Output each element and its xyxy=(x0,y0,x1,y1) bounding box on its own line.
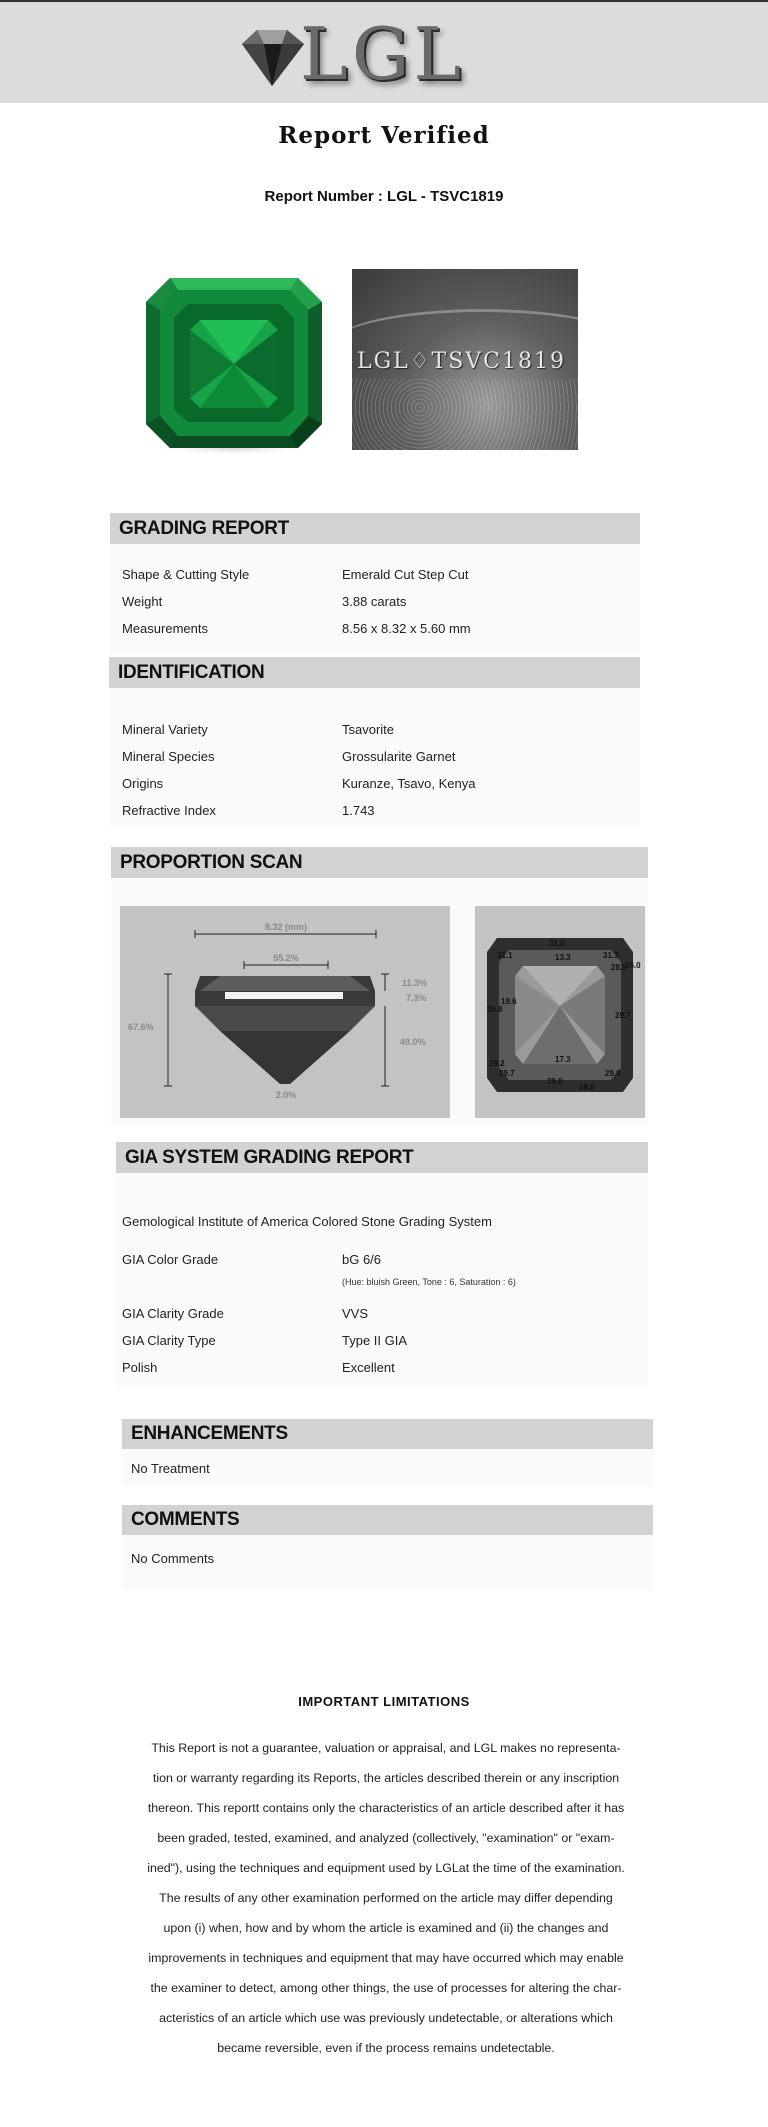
row-label: GIA Clarity Grade xyxy=(122,1306,224,1321)
limitations-line: the examiner to detect, among other things, the use of processes for altering the char- xyxy=(150,1981,622,1995)
top-view-label: 13.3 xyxy=(555,953,571,962)
comments-text: No Comments xyxy=(131,1551,215,1566)
gia-intro: Gemological Institute of America Colored Stone Grading System xyxy=(122,1214,492,1229)
top-view-label: 29.8 xyxy=(547,1077,563,1086)
grading-report-heading: GRADING REPORT xyxy=(110,513,640,544)
row-value: 1.743 xyxy=(342,803,375,818)
limitations-line: ined"), using the techniques and equipment used by LGLat the time of the examination. xyxy=(147,1861,625,1875)
top-view-label: 19.6 xyxy=(501,997,517,1006)
row-value: 3.88 carats xyxy=(342,594,407,609)
top-view-diagram xyxy=(475,906,645,1118)
row-value: Excellent xyxy=(342,1360,395,1375)
row-value: Type II GIA xyxy=(342,1333,408,1348)
width-label: 8.32 (mm) xyxy=(264,922,308,932)
laser-inscription-photo xyxy=(352,269,578,450)
row-value: Grossularite Garnet xyxy=(342,749,456,764)
limitations-line: tion or warranty regarding its Reports, the articles described therein or any inscription xyxy=(152,1771,620,1785)
culet-label: 2.0% xyxy=(275,1090,297,1100)
row-label: Measurements xyxy=(122,621,208,636)
limitations-body xyxy=(120,1733,652,2063)
limitations-line: became reversible, even if the process remains undetectable. xyxy=(217,2041,555,2055)
top-view-label: 29.2 xyxy=(489,1059,505,1068)
top-view-label: 29.8 xyxy=(605,1069,621,1078)
row-label: Mineral Species xyxy=(122,749,215,764)
limitations-line: improvements in techniques and equipment that may have occurred which may enable xyxy=(148,1951,624,1965)
side-profile-diagram xyxy=(120,906,450,1118)
row-value: Tsavorite xyxy=(342,722,395,737)
top-view-label: 31.1 xyxy=(497,951,513,960)
row-value: Emerald Cut Step Cut xyxy=(342,567,469,582)
row-value: Kuranze, Tsavo, Kenya xyxy=(342,776,476,791)
enhancements-heading: ENHANCEMENTS xyxy=(122,1419,653,1449)
top-view-label: 29.7 xyxy=(499,1069,515,1078)
row-value: VVS xyxy=(342,1306,369,1321)
top-view-label: 31.3 xyxy=(603,951,619,960)
report-number: Report Number : LGL - TSVC1819 xyxy=(264,188,504,205)
girdle-label: 7.3% xyxy=(406,993,427,1003)
limitations-line: thereon. This reportt contains only the characteristics of an article described after it has xyxy=(147,1801,625,1815)
lgl-logo xyxy=(232,12,492,96)
limitations-line: This Report is not a guarantee, valuation or appraisal, and LGL makes no representa- xyxy=(151,1741,621,1755)
emerald-cut-green-gem-icon xyxy=(140,270,328,460)
row-value: 8.56 x 8.32 x 5.60 mm xyxy=(342,621,471,636)
row-label: GIA Color Grade xyxy=(122,1252,219,1267)
identification-heading: IDENTIFICATION xyxy=(109,657,640,688)
limitations-line: upon (i) when, how and by whom the article is examined and (ii) the changes and xyxy=(163,1921,609,1935)
comments-heading: COMMENTS xyxy=(122,1505,653,1535)
pavilion-depth-label: 49.0% xyxy=(400,1037,426,1047)
top-view-label: 28.9 xyxy=(611,963,627,972)
row-value: bG 6/6 xyxy=(342,1252,382,1267)
inscription-text: LGL♢TSVC1819 xyxy=(357,349,566,374)
limitations-line: acteristics of an article which use was previously undetectable, or alterations which xyxy=(159,2011,613,2025)
row-label: Origins xyxy=(122,776,164,791)
total-depth-label: 67.6% xyxy=(128,1022,154,1032)
proportion-scan-heading: PROPORTION SCAN xyxy=(111,847,648,878)
limitations-line: The results of any other examination performed on the article may differ depending xyxy=(159,1891,613,1905)
row-label: Shape & Cutting Style xyxy=(122,567,250,582)
row-label: Mineral Variety xyxy=(122,722,208,737)
row-label: Polish xyxy=(122,1360,158,1375)
limitations-heading: IMPORTANT LIMITATIONS xyxy=(298,1694,470,1709)
top-view-label: 31.0 xyxy=(549,939,565,948)
header-banner xyxy=(0,2,768,103)
top-view-label: 35.0 xyxy=(625,961,641,970)
top-view-label: 29.7 xyxy=(615,1011,631,1020)
top-view-label: 38.8 xyxy=(579,1083,595,1092)
row-label: Refractive Index xyxy=(122,803,216,818)
top-view-label: 17.3 xyxy=(555,1055,571,1064)
color-grade-note: (Hue: bluish Green, Tone : 6, Saturation : 6) xyxy=(342,1277,516,1287)
limitations-line: been graded, tested, examined, and analyzed (collectively, "examination" or "exam- xyxy=(157,1831,615,1845)
enhancements-text: No Treatment xyxy=(131,1461,210,1476)
row-label: GIA Clarity Type xyxy=(122,1333,216,1348)
logo-text: LGL xyxy=(300,12,466,96)
crown-height-label: 11.3% xyxy=(402,978,428,988)
table-label: 55.2% xyxy=(273,953,299,963)
row-label: Weight xyxy=(122,594,163,609)
top-view-label: 30.8 xyxy=(487,1005,503,1014)
gia-heading: GIA SYSTEM GRADING REPORT xyxy=(116,1142,648,1173)
page-title: Report Verified xyxy=(278,122,490,149)
